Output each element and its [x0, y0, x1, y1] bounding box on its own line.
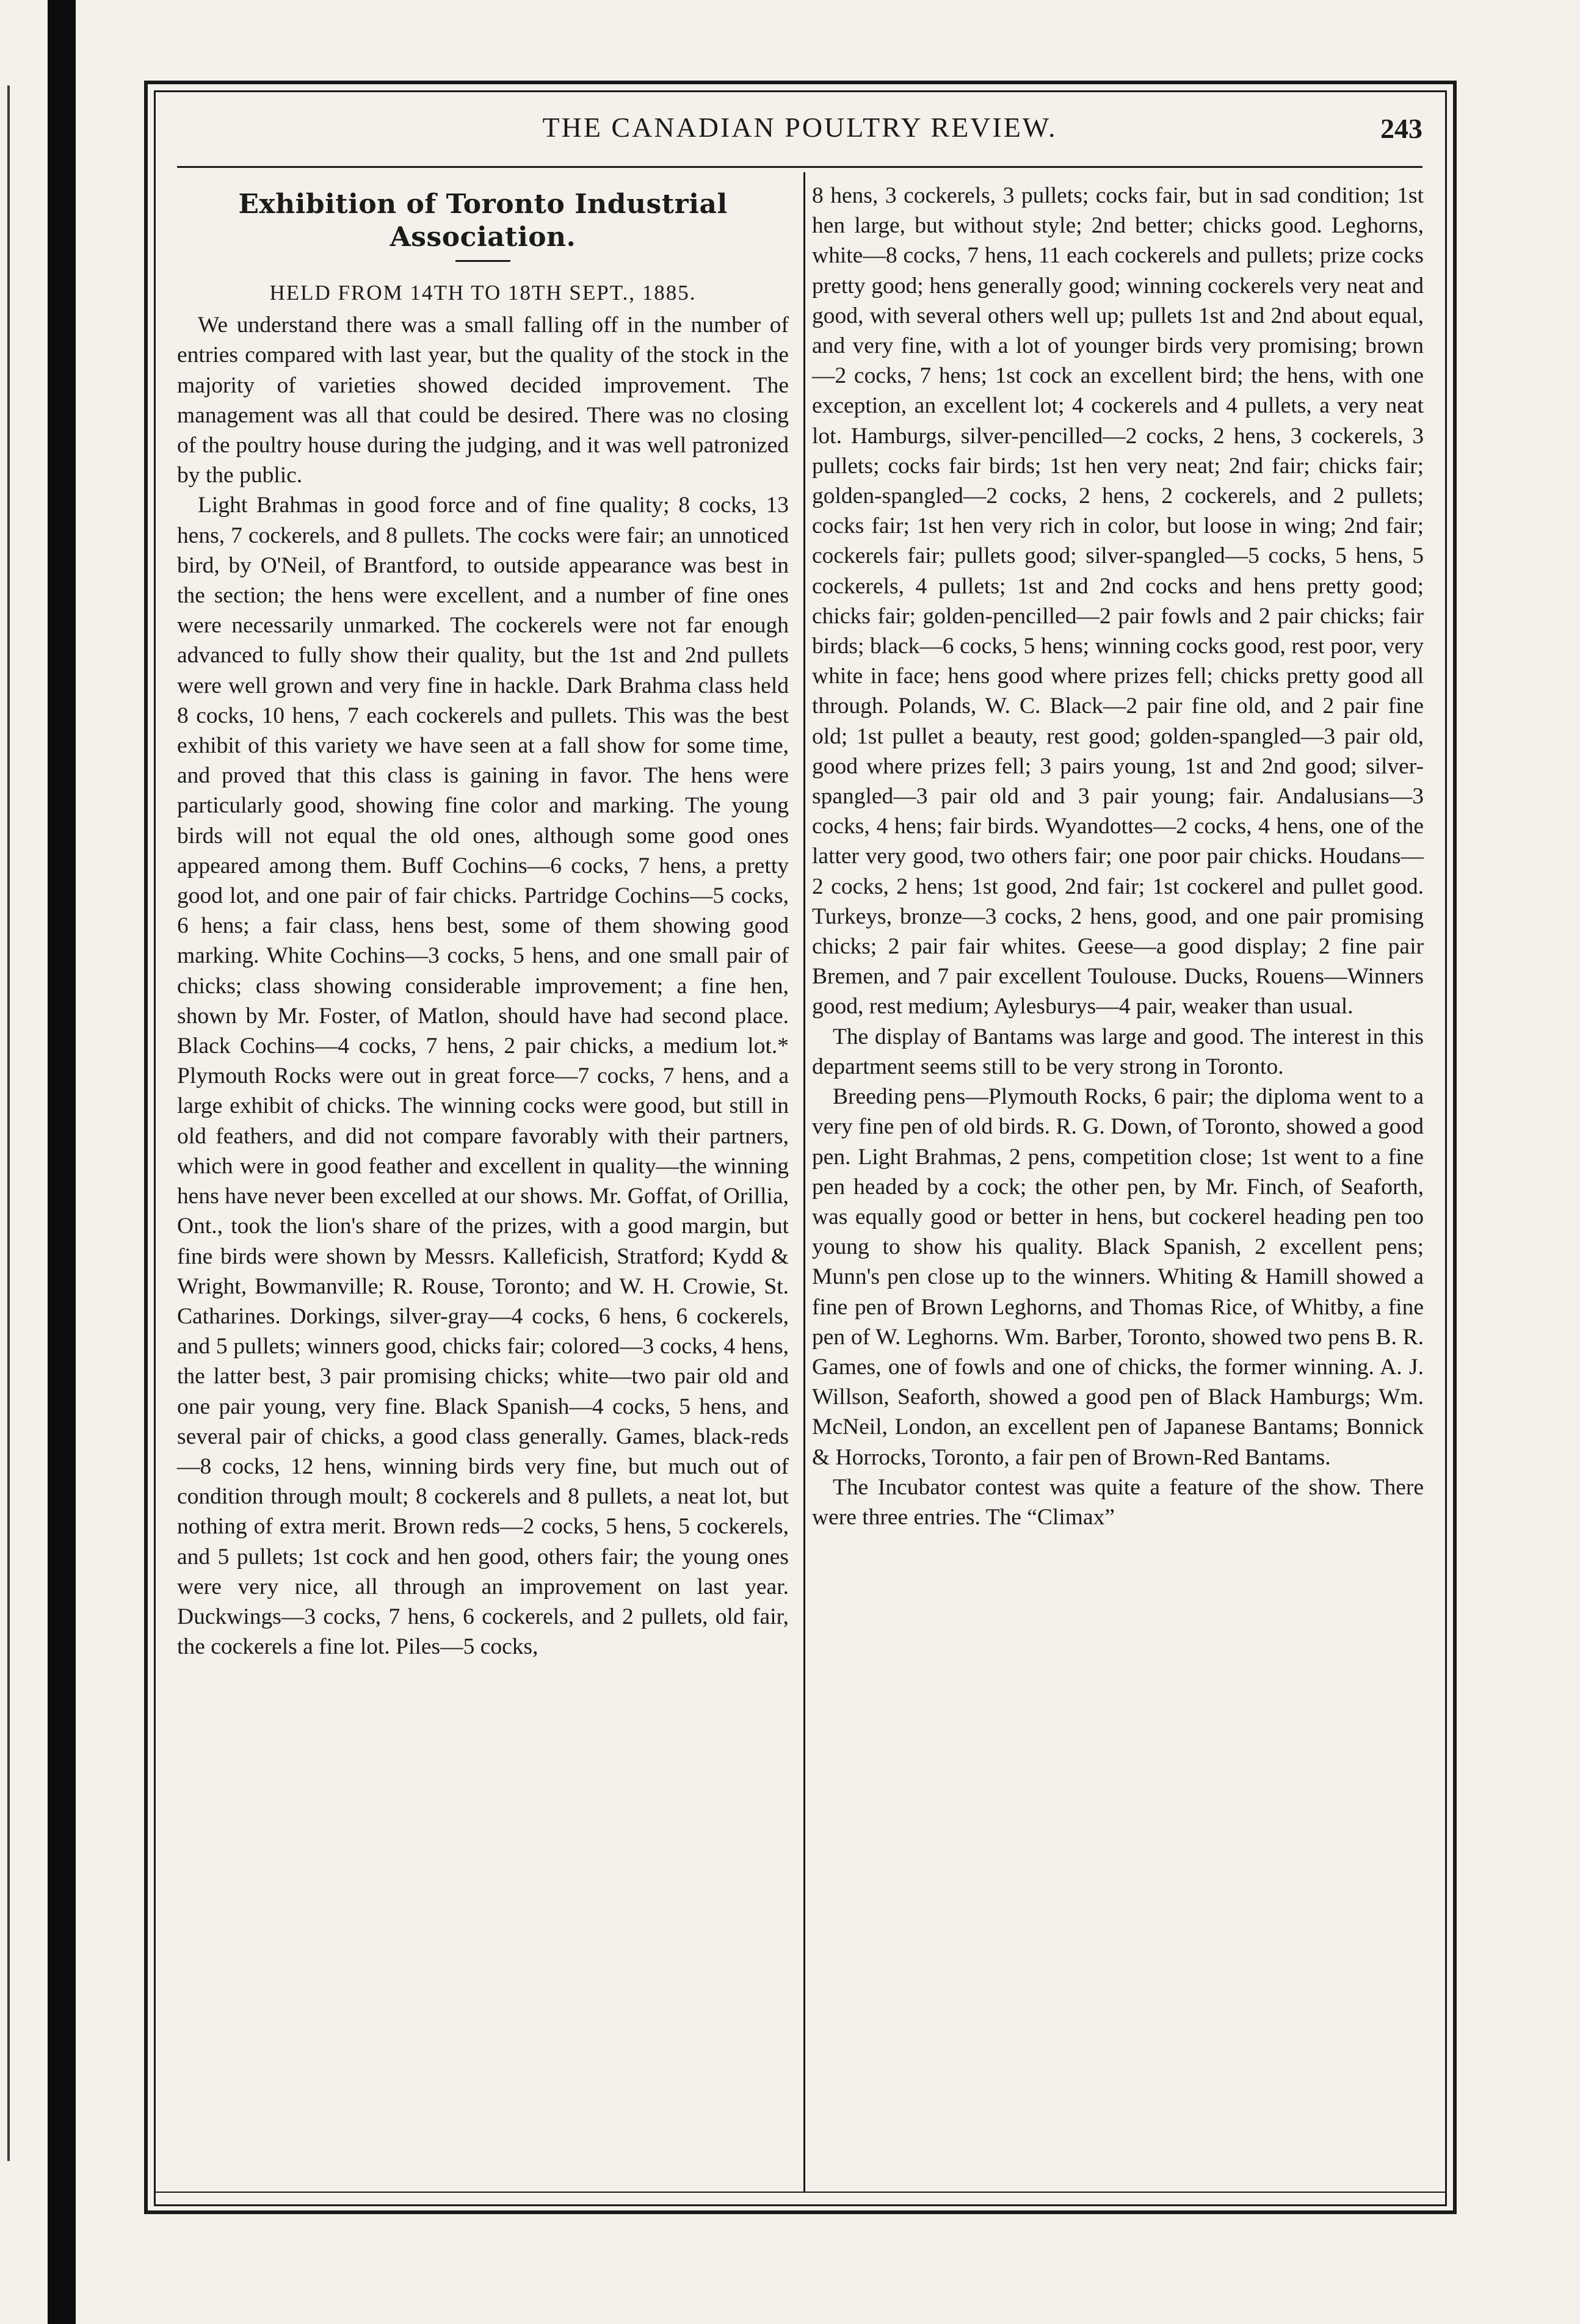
left-column: [177, 181, 789, 1662]
footer-rule: [154, 2192, 1447, 2193]
paragraph: The Incubator contest was quite a feature of the show. There were three entries. The “Climax”: [812, 1474, 1424, 1530]
running-header: [177, 109, 1422, 157]
paragraph: The display of Bantams was large and good. The interest in this department seems still to be very strong in Toronto.: [812, 1024, 1424, 1079]
column-divider: [803, 172, 805, 2193]
paragraph: Breeding pens—Plymouth Rocks, 6 pair; the diploma went to a very fine pen of old birds. R. G. Down, of Toronto, showed a good pen. Light Brahmas, 2 pens, competition close; 1st went to a fine pen headed by a cock; the other pen, by Mr. Finch, of Seaforth, was equally good or better in hens, but cockerel heading pen too young to show his quality. Black Spanish, 2 excellent pens; Munn's pen close up to the winners. Whiting & Hamill showed a fine pen of Brown Leghorns, and Thomas Rice, of Whitby, a fine pen of W. Leghorns. Wm. Barber, Toronto, showed two pens B. R. Games, one of fowls and one of chicks, the former winning. A. J. Willson, Seaforth, showed a good pen of Black Hamburgs; Wm. McNeil, London, an excellent pen of Japanese Bantams; Bonnick & Horrocks, Toronto, a fair pen of Brown-Red Bantams.: [812, 1084, 1424, 1470]
article-title: Exhibition of Toronto Industrial Association.: [238, 189, 728, 253]
title-rule: [455, 260, 510, 262]
article-dateline: HELD FROM 14TH TO 18TH SEPT., 1885.: [269, 281, 697, 305]
paragraph: Light Brahmas in good force and of fine quality; 8 cocks, 13 hens, 7 cockerels, and 8 pullets. The cocks were fair; an unnoticed bird, by O'Neil, of Brantford, to outside appearance was best in the section; the hens were excellent, and a number of fine ones were necessarily unmarked. The cockerels were not far enough advanced to fully show their quality, but the 1st and 2nd pullets were well grown and very fine in hackle. Dark Brahma class held 8 cocks, 10 hens, 7 each cockerels and pullets. This was the best exhibit of this variety we have seen at a fall show for some time, and proved that this class is gaining in favor. The hens were particularly good, showing fine color and marking. The young birds will not equal the old ones, although some good ones appeared among them. Buff Cochins—6 cocks, 7 hens, a pretty good lot, and one pair of fair chicks. Partridge Cochins—5 cocks, 6 hens; a fair class, hens best, some of them showing good marking. White Cochins—3 cocks, 5 hens, and one small pair of chicks; class showing considerable improvement; a fine hen, shown by Mr. Foster, of Matlon, should have had second place. Black Cochins—4 cocks, 7 hens, 2 pair chicks, a medium lot.* Plymouth Rocks were out in great force—7 cocks, 7 hens, and a large exhibit of chicks. The winning cocks were good, but still in old feathers, and did not compare favorably with their partners, which were in good feather and excellent in quality—the winning hens have never been excelled at our shows. Mr. Goffat, of Orillia, Ont., took the lion's share of the prizes, with a good margin, but fine birds were shown by Messrs. Kalleficish, Stratford; Kydd & Wright, Bowmanville; R. Rouse, Toronto; and W. H. Crowie, St. Catharines. Dorkings, silver-gray—4 cocks, 6 hens, 6 cockerels, and 5 pullets; winners good, chicks fair; colored—3 cocks, 4 hens, the latter best, 3 pair promising chicks; white—two pair old and one pair young, very fine. Black Spanish—4 cocks, 5 hens, and several pair of chicks, a good class generally. Games, black-reds—8 cocks, 12 hens, winning birds very fine, but much out of condition through moult; 8 cockerels and 8 pullets, a neat lot, but nothing of extra merit. Brown reds—2 cocks, 5 hens, 5 cockerels, and 5 pullets; 1st cock and hen good, others fair; the young ones were very nice, all through an improvement on last year. Duckwings—3 cocks, 7 hens, 6 cockerels, and 2 pullets, old fair, the cockerels a fine lot. Piles—5 cocks,: [177, 493, 789, 1660]
paragraph: We understand there was a small falling off in the number of entries compared with last year, but the quality of the stock in the majority of varieties showed decided improvement. The management was all that could be desired. There was no closing of the poultry house during the judging, and it was well patronized by the public.: [177, 313, 789, 488]
page-edge-shadow: [7, 85, 10, 2161]
header-rule: [177, 166, 1422, 168]
right-column: [812, 181, 1424, 1532]
paragraph: 8 hens, 3 cockerels, 3 pullets; cocks fair, but in sad condition; 1st hen large, but without style; 2nd better; chicks good. Leghorns, white—8 cocks, 7 hens, 11 each cockerels and pullets; prize cocks pretty good; hens generally good; winning cockerels very neat and good, with several others well up; pullets 1st and 2nd about equal, and very fine, with a lot of younger birds very promising; brown—2 cocks, 7 hens; 1st cock an excellent bird; the hens, with one exception, an excellent lot; 4 cockerels and 4 pullets, a very neat lot. Hamburgs, silver-pencilled—2 cocks, 2 hens, 3 cockerels, 3 pullets; cocks fair birds; 1st hen very neat; 2nd fair; chicks fair; golden-spangled—2 cocks, 2 hens, 2 cockerels, and 2 pullets; cocks fair; 1st hen very rich in color, but loose in wing; 2nd fair; cockerels fair; pullets good; silver-spangled—5 cocks, 5 hens, 5 cockerels, 4 pullets; 1st and 2nd cocks and hens pretty good; chicks fair; golden-pencilled—2 pair fowls and 2 pair chicks; fair birds; black—6 cocks, 5 hens; winning cocks good, rest poor, very white in face; hens good where prizes fell; chicks pretty good all through. Polands, W. C. Black—2 pair fine old, and 2 pair fine old; 1st pullet a beauty, rest good; golden-spangled—3 pair old, good where prizes fell; 3 pairs young, 1st and 2nd good; silver-spangled—3 pair old and 3 pair young; fair. Andalusians—3 cocks, 4 hens; fair birds. Wyandottes—2 cocks, 4 hens, one of the latter very good, two others fair; one poor pair chicks. Houdans—2 cocks, 2 hens; 1st good, 2nd fair; 1st cockerel and pullet good. Turkeys, bronze—3 cocks, 2 hens, good, and one pair promising chicks; 2 pair fair whites. Geese—a good display; 2 fine pair Bremen, and 7 pair excellent Toulouse. Ducks, Rouens—Winners good, rest medium; Aylesburys—4 pair, weaker than usual.: [812, 183, 1424, 1019]
journal-title: THE CANADIAN POULTRY REVIEW.: [542, 112, 1057, 143]
page-number: 243: [1380, 113, 1422, 144]
binding-strip: [48, 0, 76, 2324]
